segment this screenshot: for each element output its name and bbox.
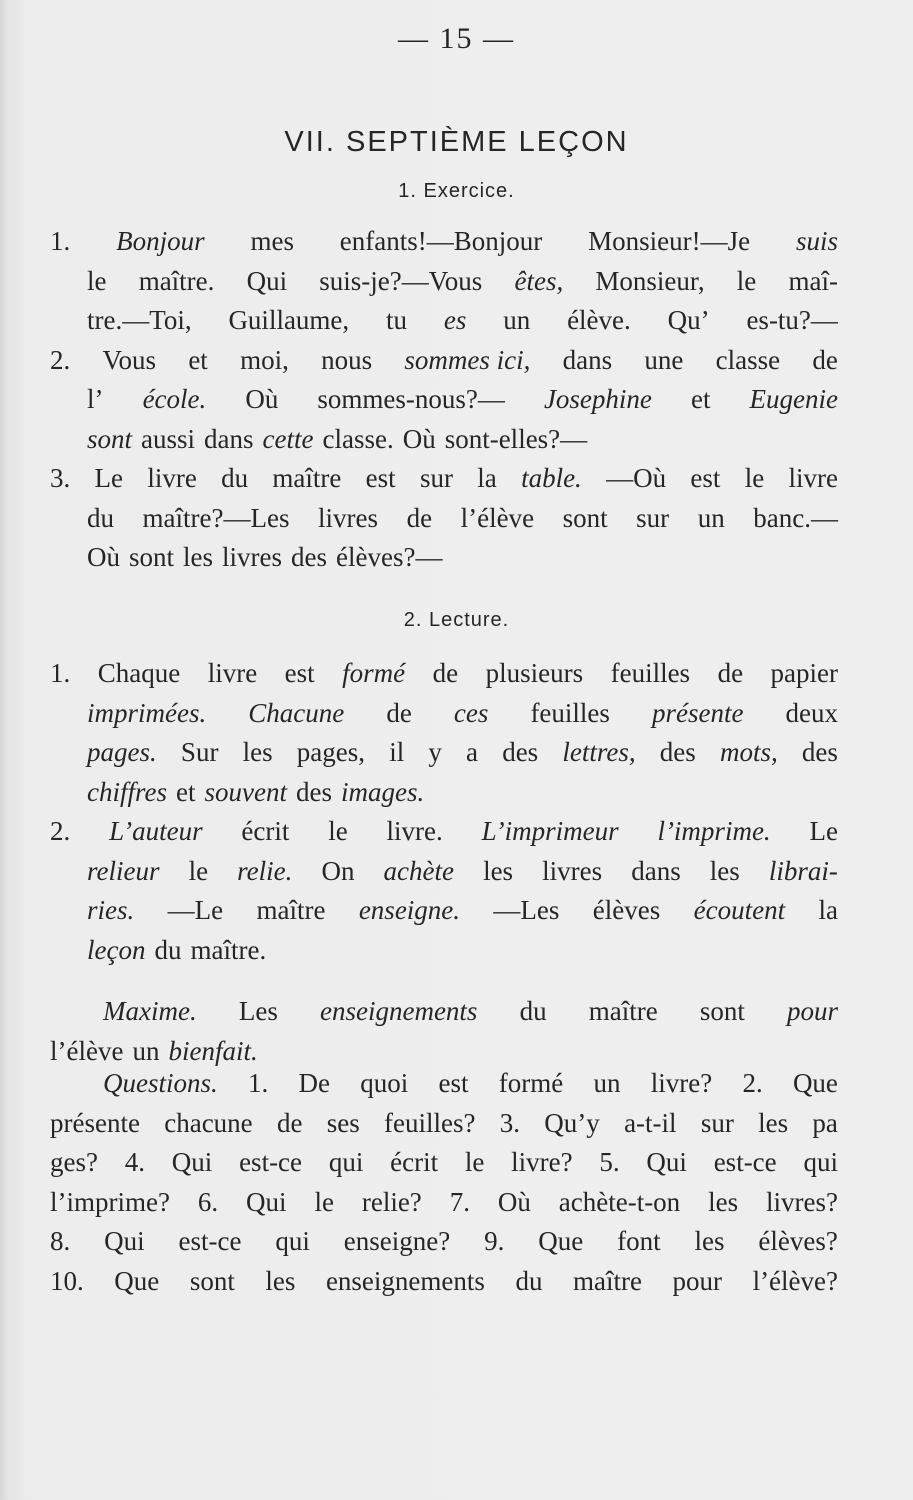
text-line [50,499,838,539]
word: 2. [50,344,71,375]
word: Les [238,996,278,1026]
word: Où [402,423,436,454]
italic-word: enseignements [319,996,478,1026]
word: est-ce [713,1147,777,1177]
word: des [291,542,328,572]
word: maître [256,895,326,925]
word: Où [497,1186,531,1217]
word: sur [419,463,453,493]
word: a-t-il [624,1107,677,1138]
text-line [50,538,838,578]
text-line [50,694,838,734]
text-line [50,1222,838,1262]
paragraph-spacer [50,970,838,992]
word: livres [542,855,603,886]
italic-word: suis [795,226,838,256]
word: De [298,1068,330,1098]
word: sommes-nous?— [317,384,505,414]
word: l’élève? [752,1265,838,1296]
word: maître [272,463,342,493]
word: la [818,895,838,925]
italic-word: chiffres [87,776,167,807]
word: Où [245,384,279,414]
word: de [386,697,412,728]
word: deux [785,697,838,728]
word: relie? [361,1186,422,1217]
word: est [438,1068,469,1098]
word: —Le [167,895,224,925]
text-line [50,733,838,773]
italic-word: L’imprimeur [481,816,619,846]
word: qui [275,1226,310,1256]
text-line [50,380,838,420]
word: On [321,855,355,886]
word: pages, [296,737,366,767]
word: il [389,737,405,767]
word: es-tu?— [746,305,838,335]
word: et [188,344,208,375]
lesson-title: VII. SEPTIÈME LEÇON [284,126,629,158]
word: pa [812,1107,838,1138]
word: élèves [592,895,661,925]
word: livre. [386,816,443,846]
italic-word: images. [340,776,425,807]
word: les [483,855,514,886]
word: aussi [141,423,196,454]
word: Monsieur!—Je [588,226,751,256]
word: un [697,502,725,533]
italic-word: mots, [719,737,778,767]
text-line [50,891,838,931]
word: maître. [190,934,267,965]
italic-word: librai- [768,855,838,886]
word: sont [189,1265,235,1296]
word: Qui [171,1147,213,1177]
word: de [406,502,433,533]
word: —Les [493,895,560,925]
word: pour [672,1265,723,1296]
word: de [276,1107,303,1138]
word: de [432,658,459,688]
word: Qui [646,1147,687,1177]
word: le [464,1147,485,1177]
word: Sur [180,737,219,767]
word: 1. [50,226,71,256]
word: du [221,463,249,493]
word: Qui [104,1226,145,1256]
word: enseignements [325,1265,485,1296]
word: et [176,776,196,807]
italic-word: sommes ici, [404,344,531,375]
word: livres [318,502,379,533]
word: achète-t-on [558,1186,681,1217]
word: tre.—Toi, [87,305,192,335]
word: mes [250,226,294,256]
word: 5. [599,1147,620,1177]
italic-word: Chacune [248,697,345,728]
word: livres [222,542,283,572]
italic-word: êtes, [514,265,564,296]
italic-word: l’imprime. [657,816,771,846]
word: Monsieur, [595,265,705,296]
text-line [50,222,838,262]
word: est [365,463,396,493]
word: papier [770,658,838,688]
word: livre [207,658,258,688]
exercice-body [50,222,838,578]
word: un [132,1035,160,1066]
italic-word: relie. [237,855,293,886]
word: écrit [241,816,290,846]
italic-word: enseigne. [358,895,461,925]
text-line [50,812,838,852]
word: Qui [246,265,288,296]
word: Que [792,1068,838,1098]
word: maître [588,996,658,1026]
word: des [295,776,332,807]
italic-word: sont [87,423,133,454]
text-line [50,1183,838,1223]
text-line [50,1104,838,1144]
word: livre [147,463,197,493]
word: ses [326,1107,360,1138]
word: des [801,737,838,767]
text-line [50,1143,838,1183]
word: 2. [50,816,71,846]
word: du [154,934,182,965]
word: livres? [766,1186,838,1217]
section-heading-lecture: 2. Lecture. [403,609,510,631]
word: le [736,265,757,296]
word: des [659,737,696,767]
questions-body [50,1064,838,1301]
word: feuilles? [384,1107,476,1138]
italic-word: bienfait. [168,1035,258,1066]
word: sont [129,542,175,572]
italic-word: relieur [87,855,160,886]
word: Que [114,1265,160,1296]
italic-word: achète [383,855,454,886]
italic-word: pages. [87,737,157,767]
word: un [503,305,531,335]
word: dans [204,423,254,454]
word: sont [562,502,608,533]
text-line [50,420,838,460]
word: l’élève [460,502,535,533]
word: et [690,384,711,414]
word: la [477,463,497,493]
word: des [502,737,539,767]
word: le [188,855,209,886]
word: sont [699,996,745,1026]
word: 2. [742,1068,763,1098]
word: du [87,502,114,533]
word: enseigne? [343,1226,451,1256]
word: tu [386,305,408,335]
word: élèves?— [336,542,443,572]
word: qui [328,1147,364,1177]
word: élèves? [758,1226,838,1256]
word: Où [87,542,120,572]
text-line [50,992,838,1032]
word: 8. [50,1226,71,1256]
word: maître?—Les [142,502,290,533]
word: moi, [240,344,289,375]
italic-word: lettres, [562,737,636,767]
italic-word: L’auteur [109,816,203,846]
word: le [314,1186,334,1217]
word: l’imprime? [50,1186,170,1217]
word: du [519,996,547,1026]
word: écrit [390,1147,439,1177]
word: est-ce [178,1226,242,1256]
word: ges? [50,1147,98,1177]
italic-word: leçon [87,934,146,965]
word: 1. [248,1068,269,1098]
word: sur [700,1107,734,1138]
word: formé [498,1068,564,1098]
word: les [694,1226,725,1256]
word: dans [631,855,681,886]
text-line [50,341,838,381]
word: 3. [50,463,71,493]
text-line [50,654,838,694]
text-line [50,301,838,341]
word: quoi [360,1068,409,1098]
word: 7. [449,1186,470,1217]
word: Que [538,1226,584,1256]
word: 9. [484,1226,505,1256]
word: est [284,658,315,688]
word: classe. [322,423,394,454]
italic-word: pour [786,996,838,1026]
italic-word: Eugenie [749,384,838,414]
text-line [50,773,838,813]
word: l’élève [50,1035,124,1066]
word: enfants!—Bonjour [339,226,543,256]
word: Qu’ [667,305,710,335]
word: suis-je?—Vous [319,265,483,296]
word: est [690,463,721,493]
word: sur [636,502,670,533]
word: Le [809,816,838,846]
page-number: — 15 — [398,22,515,55]
word: maître. [138,265,215,296]
word: livre [788,463,838,493]
text-line [50,262,838,302]
word: qui [803,1147,838,1177]
word: le [328,816,348,846]
word: sont-elles?— [444,423,588,454]
italic-word: formé [342,658,406,688]
word: livre? [650,1068,713,1098]
word: les [183,542,214,572]
text-line [50,1262,838,1302]
word: font [617,1226,661,1256]
word: Qu’y [544,1107,600,1138]
word: 10. [50,1265,84,1296]
word: chacune [164,1107,253,1138]
italic-word: Questions. [103,1068,218,1098]
italic-word: école. [142,384,207,414]
italic-word: Bonjour [116,226,205,256]
word: feuilles [530,697,610,728]
word: le [87,265,107,296]
word: —Où [606,463,667,493]
word: 6. [197,1186,219,1217]
word: feuilles [610,658,691,688]
word: plusieurs [485,658,584,688]
text-line [50,459,838,499]
lecture-body [50,654,838,1071]
word: l’ [87,384,104,414]
text-line [50,852,838,892]
italic-word: présente [651,697,744,728]
word: maî- [788,265,838,296]
word: les [708,1186,739,1217]
word: maître [573,1265,642,1296]
word: a [466,737,479,767]
word: les [758,1107,789,1138]
italic-word: cette [262,423,314,454]
word: dans [562,344,613,375]
word: banc.— [753,502,838,533]
word: Le [94,463,124,493]
text-line [50,1064,838,1104]
word: le [744,463,765,493]
word: classe [715,344,781,375]
word: y [428,737,442,767]
word: 4. [124,1147,146,1177]
italic-word: souvent [204,776,287,807]
section-heading-exercice: 1. Exercice. [398,180,515,202]
word: Chaque [97,658,181,688]
word: 3. [499,1107,520,1138]
word: Vous [102,344,157,375]
italic-word: table. [521,463,582,493]
text-line [50,931,838,971]
word: Qui [246,1186,287,1217]
word: est-ce [239,1147,303,1177]
word: présente [50,1107,140,1138]
italic-word: Maxime. [103,996,197,1026]
word: de [717,658,744,688]
italic-word: Josephine [543,384,652,414]
word: les [709,855,740,886]
word: Guillaume, [228,305,350,335]
word: élève. [567,305,631,335]
word: 1. [50,658,71,688]
word: de [812,344,838,375]
word: livre? [511,1147,573,1177]
word: du [515,1265,543,1296]
word: une [644,344,684,375]
italic-word: imprimées. [87,697,207,728]
italic-word: ries. [87,895,135,925]
word: un [593,1068,621,1098]
italic-word: es [443,305,467,335]
word: les [242,737,273,767]
italic-word: écoutent [693,895,786,925]
word: les [265,1265,296,1296]
italic-word: ces [453,697,489,728]
word: nous [321,344,373,375]
